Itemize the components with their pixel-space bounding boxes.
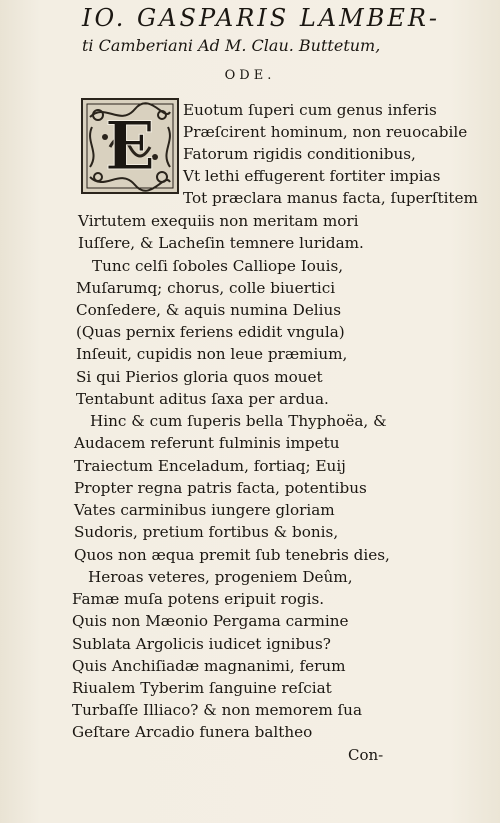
poem-line: Tot præclara manus facta, ſuperſtitem (183, 189, 478, 207)
poem-line: Quis Anchiſiadæ magnanimi, ferum (72, 657, 346, 675)
poem-line: Sudoris, pretium fortibus & bonis, (74, 523, 339, 541)
poem-line: Fatorum rigidis conditionibus, (183, 145, 416, 163)
poem-line: Quos non æqua premit ſub tenebris dies, (74, 546, 390, 564)
poem-line: Hinc & cum ſuperis bella Thyphoëa, & (90, 412, 387, 430)
poem-line: Inſeuit, cupidis non leue præmium, (76, 345, 348, 363)
catchword: Con- (348, 746, 384, 764)
poem-line: Muſarumq; chorus, colle biuertici (76, 279, 336, 297)
poem-line: Virtutem exequiis non meritam mori (78, 212, 359, 230)
ode-subtitle: ODE. (224, 68, 276, 83)
poem-line: Heroas veteres, progeniem Deûm, (88, 568, 353, 586)
poem-line: Turbaſſe Illiaco? & non memorem ſua (72, 701, 363, 719)
poem-line: Si qui Pierios gloria quos mouet (76, 368, 323, 386)
header-line-1: IO. GASPARIS LAMBER- (82, 4, 441, 32)
initial-letter: E (104, 107, 156, 185)
poem-line: Riualem Tyberim ſanguine reſciat (72, 679, 332, 697)
poem-line: Geſtare Arcadio funera baltheo (72, 723, 313, 741)
poem-line: Quis non Mæonio Pergama carmine (72, 612, 349, 630)
poem-line: (Quas pernix feriens edidit vngula) (76, 323, 345, 341)
header-line-2: ti Camberiani Ad M. Clau. Buttetum, (82, 36, 381, 55)
poem-line: Audacem referunt fulminis impetu (74, 434, 340, 452)
poem-line: Vates carminibus iungere gloriam (74, 501, 335, 519)
poem-line: Iuſſere, & Lacheſin temnere luridam. (78, 234, 364, 252)
poem-line: Vt lethi effugerent fortiter impias (183, 167, 441, 185)
poem-line: Sublata Argolicis iudicet ignibus? (72, 635, 331, 653)
poem-line: Præſcirent hominum, non reuocabile (183, 123, 468, 141)
poem-line: Famæ muſa potens eripuit rogis. (72, 590, 325, 608)
decorated-initial-letter (80, 97, 180, 195)
poem-line: Euotum ſuperi cum genus inferis (183, 101, 437, 119)
poem-line: Traiectum Enceladum, fortiaq; Euij (74, 457, 346, 475)
poem-line: Tentabunt aditus ſaxa per ardua. (76, 390, 329, 408)
poem-line: Propter regna patris facta, potentibus (74, 479, 367, 497)
poem-line: Tunc celſi ſoboles Calliope Iouis, (92, 257, 344, 275)
poem-line: Conſedere, & aquis numina Delius (76, 301, 342, 319)
